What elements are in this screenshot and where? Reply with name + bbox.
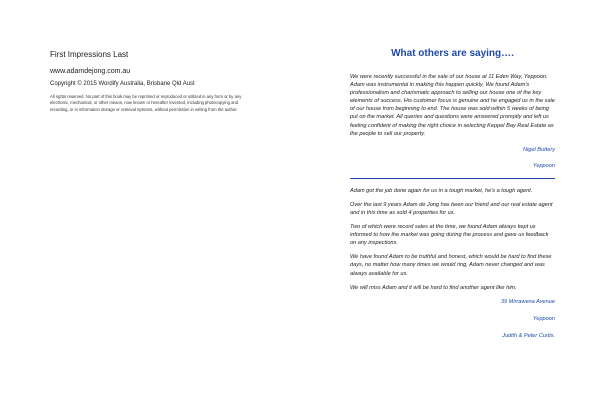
copyright-notice: Copyright © 2015 Wordify Australia, Brisbane Qld Aust xyxy=(50,81,195,87)
signature-location: Yeppoon xyxy=(532,162,555,169)
book-title: First Impressions Last xyxy=(50,50,129,59)
signature-name: Judith & Peter Curtis. xyxy=(502,332,555,339)
testimonial-1 xyxy=(350,73,555,170)
testimonial-paragraph: We will miss Adam and it will be hard to find another agent like him. xyxy=(350,284,517,291)
website-url: www.adamdejong.com.au xyxy=(50,68,131,75)
testimonial-paragraph: We were recently successful in the sale of our house at 11 Eden Way, Yeppoon. Adam was instrumental in making this happen quickly. We found Adam's professionalism and charismatic approach to selling our house one of the key elements of success. His customer focus is genuine and he engaged us in the sale of our house from beginning to end. The house was sold within 5 weeks of being put on the market. All queries and questions were answered promptly and left us feeling confident of making the right choice in selecting Keppel Bay Real Estate as the people to sell our property. xyxy=(350,74,555,137)
testimonial-2 xyxy=(350,187,555,340)
testimonial-paragraph: We have found Adam to be truthful and honest, which would be hard to find these days, no matter how many times we would ring, Adam never changed and was always available for us. xyxy=(350,254,552,277)
section-divider xyxy=(350,178,555,179)
testimonial-paragraph: Over the last 9 years Adam de Jong has been our friend and our real estate agent and in this time as sold 4 properties for us. xyxy=(350,201,553,216)
testimonial-paragraph: Two of which were record sales at the time, we found Adam always kept us informed to how the market was going during the process and gave us feedback on any inspections. xyxy=(350,224,549,247)
signature-address: 39 Mirrawena Avenue xyxy=(500,298,555,305)
testimonial-paragraph: Adam got the job done again for us in a tough market, he's a tough agent. xyxy=(350,187,533,194)
right-page xyxy=(300,0,600,400)
signature-name: Nigel Buttery xyxy=(522,146,555,153)
testimonials-heading: What others are saying…. xyxy=(391,48,514,59)
rights-statement: All rights reserved. No part of this book may be reprinted or reproduced or utilized in any form or by any electronic, mechanical, or other means, now known or hereafter invented, including photocopying and recording, or in information storage or retrieval systems, without permission in writing from the author. xyxy=(50,94,242,112)
signature-location: Yeppoon xyxy=(532,315,555,322)
